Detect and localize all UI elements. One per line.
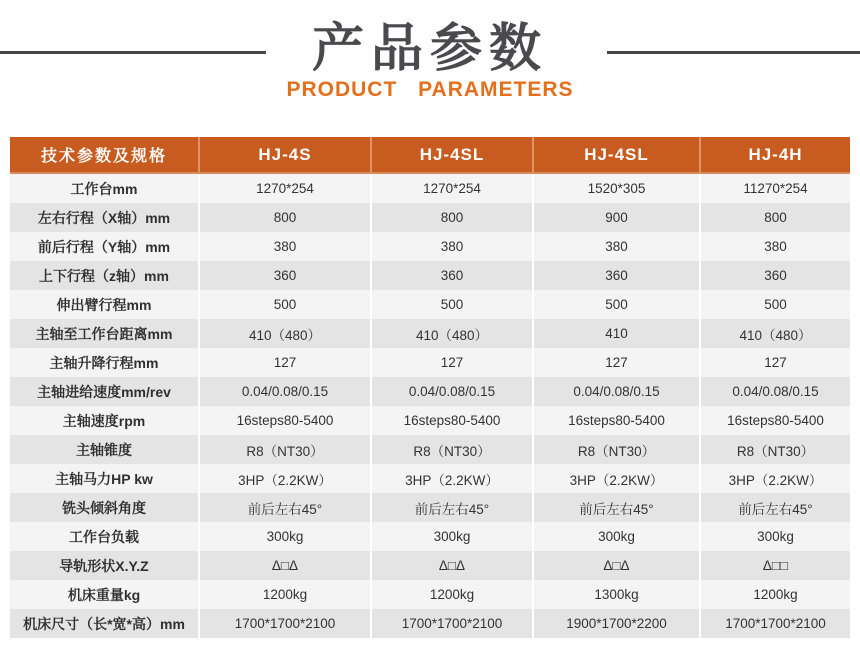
row-value-cell: 500 bbox=[532, 290, 699, 319]
row-label-cell: 铣头倾斜角度 bbox=[62, 499, 146, 516]
row-value-cell: 前后左右45° bbox=[699, 493, 850, 522]
row-value-cell: 500 bbox=[370, 290, 532, 319]
row-value-cell: 前后左右45° bbox=[532, 493, 699, 522]
table-header-row bbox=[10, 137, 850, 174]
row-value-cell: 500 bbox=[699, 290, 850, 319]
title-rule-right bbox=[607, 51, 860, 54]
table-row bbox=[10, 261, 850, 290]
row-value-cell: 800 bbox=[198, 203, 370, 232]
row-value-cell: 3HP（2.2KW） bbox=[198, 464, 370, 493]
row-value-cell: Δ□Δ bbox=[198, 551, 370, 580]
row-value-cell: 360 bbox=[370, 261, 532, 290]
row-value-cell: 11270*254 bbox=[699, 174, 850, 203]
table-row bbox=[10, 551, 850, 580]
table-row bbox=[10, 609, 850, 638]
row-value-cell: 127 bbox=[370, 348, 532, 377]
row-value-cell: 1700*1700*2100 bbox=[198, 609, 370, 638]
table-row bbox=[10, 522, 850, 551]
table-row bbox=[10, 377, 850, 406]
row-value-cell: 127 bbox=[532, 348, 699, 377]
row-label-cell: 上下行程（z轴）mm bbox=[39, 267, 169, 284]
row-label-cell: 伸出臂行程mm bbox=[56, 296, 152, 313]
row-value-cell: 360 bbox=[699, 261, 850, 290]
row-value-cell: 410（480） bbox=[198, 319, 370, 348]
table-row bbox=[10, 493, 850, 522]
row-value-cell: 380 bbox=[699, 232, 850, 261]
row-value-cell: 300kg bbox=[532, 522, 699, 551]
row-value-cell: R8（NT30） bbox=[370, 435, 532, 464]
row-value-cell: 1520*305 bbox=[532, 174, 699, 203]
row-label-cell: 主轴马力HP kw bbox=[55, 470, 153, 487]
table-row bbox=[10, 174, 850, 203]
table-row bbox=[10, 203, 850, 232]
row-value-cell: 360 bbox=[198, 261, 370, 290]
row-value-cell: R8（NT30） bbox=[699, 435, 850, 464]
row-value-cell: 0.04/0.08/0.15 bbox=[370, 377, 532, 406]
row-value-cell: Δ□Δ bbox=[532, 551, 699, 580]
row-value-cell: 前后左右45° bbox=[370, 493, 532, 522]
parameters-table bbox=[10, 137, 850, 638]
row-value-cell: 1270*254 bbox=[198, 174, 370, 203]
row-label-cell: 机床尺寸（长*宽*高）mm bbox=[23, 615, 185, 632]
header-cell-model-hj4h: HJ-4H bbox=[699, 137, 850, 172]
table-row bbox=[10, 319, 850, 348]
row-value-cell: 127 bbox=[699, 348, 850, 377]
row-value-cell: 410（480） bbox=[370, 319, 532, 348]
page-title: 产品参数 bbox=[311, 20, 548, 78]
row-value-cell: 127 bbox=[198, 348, 370, 377]
row-value-cell: 900 bbox=[532, 203, 699, 232]
row-value-cell: 380 bbox=[198, 232, 370, 261]
row-value-cell: 1700*1700*2100 bbox=[699, 609, 850, 638]
row-value-cell: 380 bbox=[370, 232, 532, 261]
row-value-cell: 1900*1700*2200 bbox=[532, 609, 699, 638]
table-body bbox=[10, 174, 850, 638]
table-row bbox=[10, 232, 850, 261]
row-value-cell: 300kg bbox=[198, 522, 370, 551]
row-value-cell: 1700*1700*2100 bbox=[370, 609, 532, 638]
row-label-cell: 主轴升降行程mm bbox=[49, 354, 159, 371]
row-value-cell: 1200kg bbox=[370, 580, 532, 609]
row-value-cell: 1200kg bbox=[699, 580, 850, 609]
row-value-cell: 16steps80-5400 bbox=[532, 406, 699, 435]
table-row bbox=[10, 464, 850, 493]
header-cell-model-hj4sl-2: HJ-4SL bbox=[532, 137, 699, 172]
row-value-cell: 前后左右45° bbox=[198, 493, 370, 522]
table-row bbox=[10, 290, 850, 319]
row-value-cell: R8（NT30） bbox=[198, 435, 370, 464]
row-value-cell: 0.04/0.08/0.15 bbox=[699, 377, 850, 406]
row-label-cell: 主轴至工作台距离mm bbox=[35, 325, 173, 342]
row-value-cell: 16steps80-5400 bbox=[699, 406, 850, 435]
row-value-cell: 380 bbox=[532, 232, 699, 261]
row-value-cell: 3HP（2.2KW） bbox=[699, 464, 850, 493]
page-subtitle: PRODUCT PARAMETERS bbox=[286, 78, 574, 102]
row-value-cell: 800 bbox=[370, 203, 532, 232]
table-row bbox=[10, 580, 850, 609]
row-label-cell: 前后行程（Y轴）mm bbox=[37, 238, 171, 255]
row-value-cell: 500 bbox=[198, 290, 370, 319]
row-value-cell: 410（480） bbox=[699, 319, 850, 348]
row-value-cell: 410 bbox=[532, 319, 699, 348]
row-value-cell: 1200kg bbox=[198, 580, 370, 609]
row-value-cell: Δ□Δ bbox=[370, 551, 532, 580]
row-label-cell: 主轴速度rpm bbox=[62, 412, 146, 429]
row-value-cell: 300kg bbox=[699, 522, 850, 551]
header-cell-model-hj4s: HJ-4S bbox=[198, 137, 370, 172]
row-value-cell: 300kg bbox=[370, 522, 532, 551]
row-value-cell: 0.04/0.08/0.15 bbox=[532, 377, 699, 406]
row-label-cell: 工作台负载 bbox=[69, 528, 139, 545]
title-section bbox=[0, 0, 860, 137]
row-value-cell: 16steps80-5400 bbox=[370, 406, 532, 435]
row-value-cell: 3HP（2.2KW） bbox=[370, 464, 532, 493]
row-value-cell: 1300kg bbox=[532, 580, 699, 609]
table-row bbox=[10, 406, 850, 435]
row-value-cell: 800 bbox=[699, 203, 850, 232]
row-label-cell: 工作台mm bbox=[70, 180, 138, 197]
row-value-cell: 3HP（2.2KW） bbox=[532, 464, 699, 493]
table-row bbox=[10, 435, 850, 464]
row-value-cell: 360 bbox=[532, 261, 699, 290]
table-row bbox=[10, 348, 850, 377]
row-label-cell: 左右行程（X轴）mm bbox=[37, 209, 171, 226]
row-value-cell: R8（NT30） bbox=[532, 435, 699, 464]
row-label-cell: 导轨形状X.Y.Z bbox=[59, 557, 149, 574]
row-label-cell: 主轴进给速度mm/rev bbox=[37, 383, 171, 400]
row-value-cell: Δ□□ bbox=[699, 551, 850, 580]
header-cell-model-hj4sl: HJ-4SL bbox=[370, 137, 532, 172]
row-value-cell: 0.04/0.08/0.15 bbox=[198, 377, 370, 406]
row-label-cell: 机床重量kg bbox=[67, 586, 141, 603]
row-label-cell: 主轴锥度 bbox=[76, 441, 132, 458]
header-cell-spec-label: 技术参数及规格 bbox=[40, 148, 167, 165]
row-value-cell: 16steps80-5400 bbox=[198, 406, 370, 435]
row-value-cell: 1270*254 bbox=[370, 174, 532, 203]
title-rule-left bbox=[0, 51, 266, 54]
